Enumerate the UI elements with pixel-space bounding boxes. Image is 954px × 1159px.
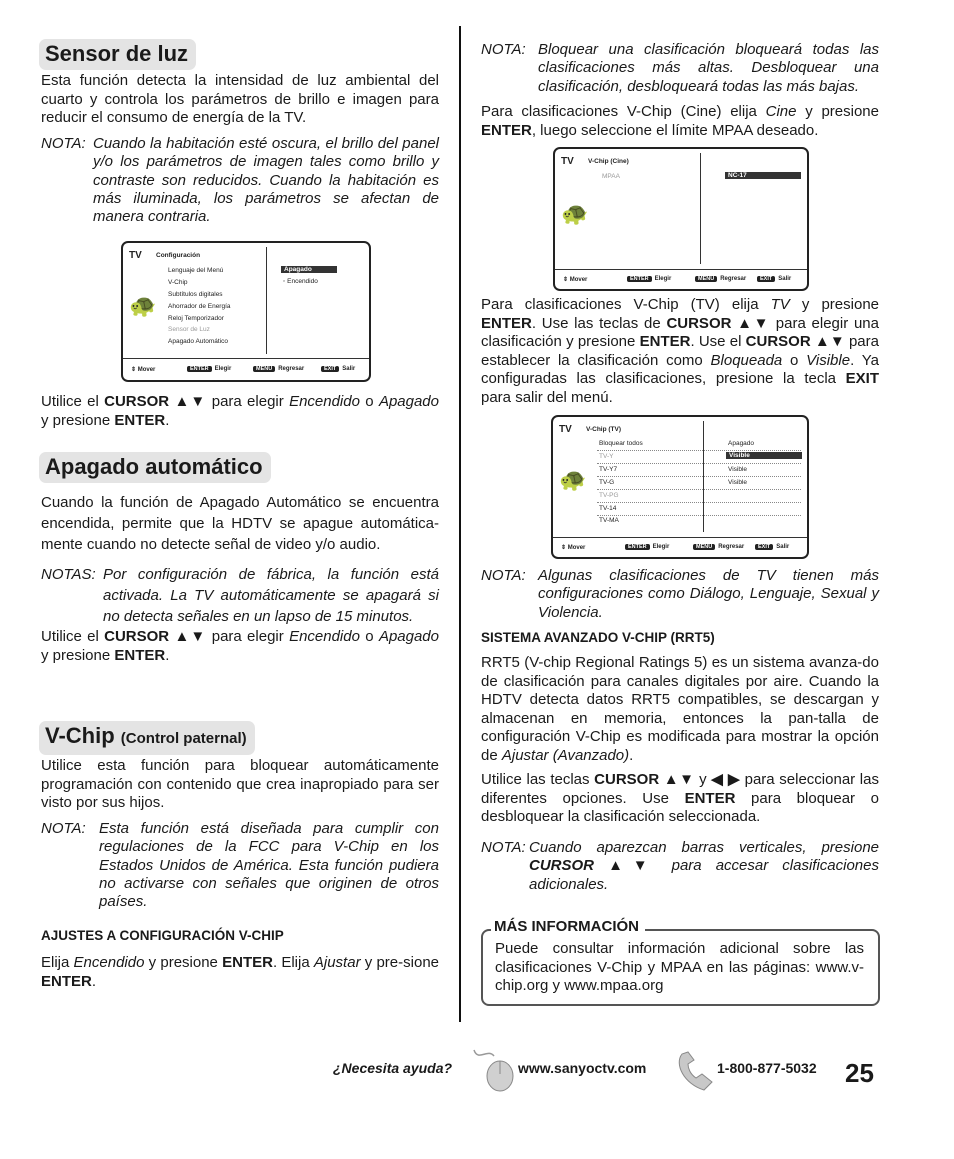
apagado-instruction: Utilice el CURSOR ▲▼ para elegir Encendido o Apagado y presione ENTER. bbox=[41, 628, 439, 664]
footer-help: ¿Necesita ayuda? bbox=[333, 1060, 453, 1076]
tv-instruction: Para clasificaciones V-Chip (TV) elija TV y presione ENTER. Use las teclas de CURSOR ▲▼ para elegir una clasificación y presione ENTER. Use el CURSOR ▲▼ para establecer la clasificación como Bloqueada o Visible. Ya configuradas las clasificaciones, presione la tecla EXIT para salir del menú. bbox=[481, 296, 880, 406]
sensor-note: NOTA: Cuando la habitación esté oscura, el brillo del panel y/o los parámetros de imagen tales como brillo y contraste son reducidos. Cuando la habitación es más iluminada, los parámetros se afectan de manera contraria. bbox=[41, 135, 439, 226]
info-box-text: Puede consultar información adicional sobre las clasificaciones V-Chip y MPAA en las páginas: www.v-chip.org y www.mpaa.org bbox=[495, 940, 864, 994]
sensor-instruction: Utilice el CURSOR ▲▼ para elegir Encendido o Apagado y presione ENTER. bbox=[41, 393, 439, 429]
section-title-vchip: V-Chip (Control paternal) bbox=[39, 721, 255, 755]
note-clasificaciones: NOTA: Algunas clasificaciones de TV tienen más configuraciones como Diálogo, Lenguaje, Sexual y Violencia. bbox=[481, 567, 879, 621]
vchip-intro: Utilice esta función para bloquear automáticamente programación con contenido que crea inapropiado para ser visto por sus hijos. bbox=[41, 757, 439, 811]
page-number: 25 bbox=[845, 1058, 874, 1088]
apagado-intro: Cuando la función de Apagado Automático se encuentra encendida, permite que la HDTV se apague automática-mente cuando no detecte señal de video y/o audio. bbox=[41, 494, 439, 553]
info-box-label: MÁS INFORMACIÓN bbox=[491, 918, 645, 935]
apagado-note: NOTAS: Por configuración de fábrica, la función está activada. La TV automáticamente se apagará si no detecta señales en un lapso de 15 minutos. bbox=[41, 566, 439, 625]
vchip-subhead: AJUSTES A CONFIGURACIÓN V-CHIP bbox=[41, 928, 284, 943]
menu-screen-vchip-tv: TV V-Chip (TV) 🐢 Bloquear todos Apagado TV-Y Visible TV-Y7 Visible TV-G Visible TV-PG TV-14 TV-MA ⇕ Mover ENTER Elegir MENU Regresar EXIT Salir bbox=[551, 415, 809, 559]
rrt5-subhead: SISTEMA AVANZADO V-CHIP (RRT5) bbox=[481, 630, 715, 645]
footer-phone: 1-800-877-5032 bbox=[717, 1060, 817, 1076]
vchip-config-text: Elija Encendido y presione ENTER. Elija Ajustar y pre-sione ENTER. bbox=[41, 954, 439, 990]
section-title-sensor: Sensor de luz bbox=[39, 39, 196, 70]
cursor-instruction: Utilice las teclas CURSOR ▲▼ y ◀ ▶ para seleccionar las diferentes opciones. Use ENTER para bloquear o desbloquear la clasificación seleccionada. bbox=[481, 771, 880, 825]
sensor-intro: Esta función detecta la intensidad de luz ambiental del cuarto y controla los parámetros de brillo e imagen para reducir el consumo de energía de la TV. bbox=[41, 72, 439, 126]
vchip-note: NOTA: Esta función está diseñada para cumplir con regulaciones de la FCC para V-Chip en los Estados Unidos de América. Esta función pudiera no activarse con señales que originen de otros países. bbox=[41, 820, 439, 911]
note-bloquear: NOTA: Bloquear una clasificación bloqueará todas las clasificaciones más altas. Desbloquear una clasificación, desbloqueará todas las más bajas. bbox=[481, 41, 879, 95]
footer-website[interactable]: www.sanyoctv.com bbox=[518, 1060, 647, 1076]
rrt5-text: RRT5 (V-chip Regional Ratings 5) es un sistema avanza-do de clasificación para canales digitales por aire. Cuando la HDTV detecta datos RRT5 compatibles, se descargan y almacenan en memoria, entonces la pan-talla de configuración V-Chip es modificada para mostrar la opción de Ajustar (Avanzado). bbox=[481, 654, 879, 764]
mouse-icon bbox=[470, 1046, 514, 1092]
mascot-icon: 🐢 bbox=[129, 293, 157, 318]
phone-icon bbox=[674, 1050, 716, 1092]
column-divider bbox=[459, 26, 461, 1022]
menu-screen-configuracion: TV Configuración 🐢 Lenguaje del Menú V-Chip Subtítulos digitales Ahorrador de Energía Reloj Temporizador Sensor de Luz Apagado Automático Apagado ◦ Encendido ⇕ Mover ENTER Elegir MENU Regresar EXIT Salir bbox=[121, 241, 371, 382]
mascot-icon: 🐢 bbox=[559, 467, 587, 492]
mascot-icon: 🐢 bbox=[561, 201, 589, 226]
menu-screen-vchip-cine: TV V-Chip (Cine) 🐢 MPAA NC-17 ⇕ Mover ENTER Elegir MENU Regresar EXIT Salir bbox=[553, 147, 809, 291]
section-title-apagado: Apagado automático bbox=[39, 452, 271, 483]
note-barras: NOTA: Cuando aparezcan barras verticales, presione CURSOR ▲▼ para accesar clasificaciones adicionales. bbox=[481, 839, 879, 893]
cine-instruction: Para clasificaciones V-Chip (Cine) elija Cine y presione ENTER, luego seleccione el límite MPAA deseado. bbox=[481, 103, 879, 139]
